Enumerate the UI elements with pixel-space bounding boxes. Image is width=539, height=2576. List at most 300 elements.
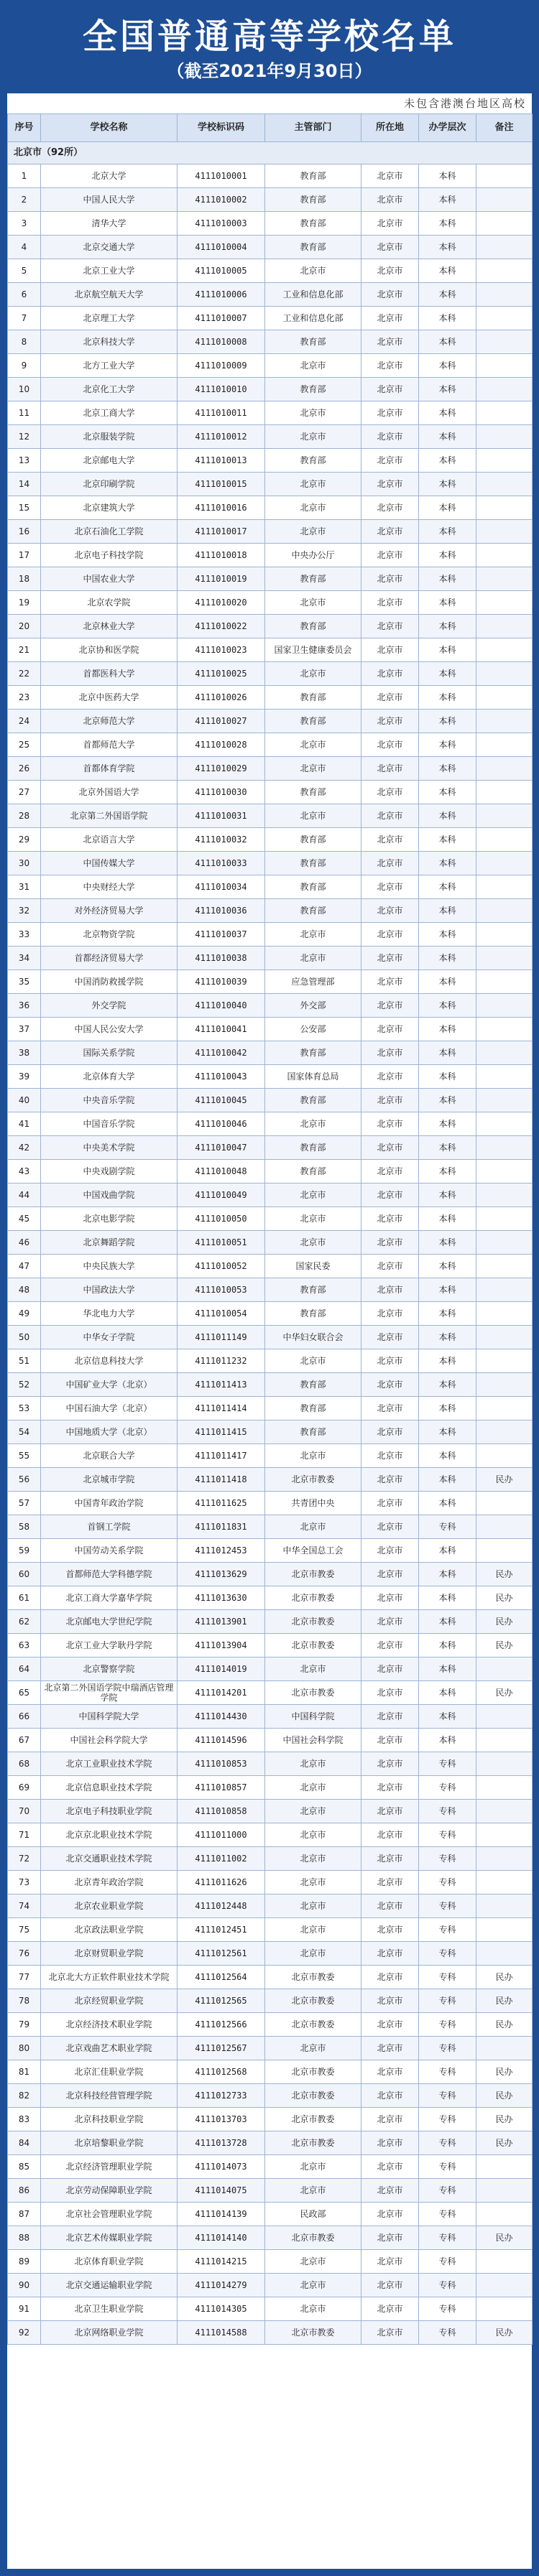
cell-department: 北京市教委 xyxy=(265,1681,361,1705)
table-row xyxy=(8,567,533,591)
cell-department: 北京市 xyxy=(265,1752,361,1776)
cell-index: 35 xyxy=(8,970,41,994)
cell-remark: 民办 xyxy=(476,2226,533,2250)
cell-school-code: 4111011232 xyxy=(178,1349,265,1373)
cell-level: 专科 xyxy=(419,1823,476,1847)
cell-school-name: 北京师范大学 xyxy=(41,710,178,733)
table-row xyxy=(8,1255,533,1278)
cell-level: 专科 xyxy=(419,1894,476,1918)
cell-index: 38 xyxy=(8,1041,41,1065)
cell-level: 本科 xyxy=(419,1255,476,1278)
cell-school-code: 4111014201 xyxy=(178,1681,265,1705)
cell-school-name: 北京化工大学 xyxy=(41,378,178,401)
cell-location: 北京市 xyxy=(361,1207,419,1231)
cell-location: 北京市 xyxy=(361,1847,419,1871)
cell-school-code: 4111010009 xyxy=(178,354,265,378)
cell-department: 北京市教委 xyxy=(265,2226,361,2250)
cell-department: 北京市 xyxy=(265,496,361,520)
cell-index: 59 xyxy=(8,1539,41,1563)
cell-level: 专科 xyxy=(419,1989,476,2013)
cell-location: 北京市 xyxy=(361,804,419,828)
cell-school-name: 北京语言大学 xyxy=(41,828,178,852)
cell-school-code: 4111010004 xyxy=(178,236,265,259)
cell-remark: 民办 xyxy=(476,2013,533,2037)
cell-school-name: 对外经济贸易大学 xyxy=(41,899,178,923)
table-row xyxy=(8,1918,533,1942)
cell-school-name: 中国矿业大学（北京） xyxy=(41,1373,178,1397)
cell-level: 专科 xyxy=(419,2155,476,2179)
cell-school-code: 4111010011 xyxy=(178,401,265,425)
cell-school-code: 4111012448 xyxy=(178,1894,265,1918)
table-row xyxy=(8,899,533,923)
cell-department: 北京市教委 xyxy=(265,2084,361,2108)
table-row xyxy=(8,2155,533,2179)
cell-school-name: 北京印刷学院 xyxy=(41,473,178,496)
cell-level: 本科 xyxy=(419,401,476,425)
cell-level: 本科 xyxy=(419,1492,476,1515)
cell-location: 北京市 xyxy=(361,2250,419,2274)
cell-location: 北京市 xyxy=(361,1136,419,1160)
cell-remark xyxy=(476,496,533,520)
cell-location: 北京市 xyxy=(361,1326,419,1349)
cell-location: 北京市 xyxy=(361,2226,419,2250)
cell-department: 北京市教委 xyxy=(265,1966,361,1989)
cell-remark: 民办 xyxy=(476,1586,533,1610)
cell-remark xyxy=(476,473,533,496)
cell-school-code: 4111010006 xyxy=(178,283,265,307)
cell-index: 23 xyxy=(8,686,41,710)
cell-location: 北京市 xyxy=(361,1634,419,1657)
cell-level: 本科 xyxy=(419,1705,476,1729)
cell-index: 84 xyxy=(8,2131,41,2155)
cell-location: 北京市 xyxy=(361,473,419,496)
cell-school-name: 中央音乐学院 xyxy=(41,1089,178,1112)
cell-remark xyxy=(476,212,533,236)
cell-location: 北京市 xyxy=(361,852,419,875)
cell-location: 北京市 xyxy=(361,401,419,425)
cell-index: 85 xyxy=(8,2155,41,2179)
cell-remark: 民办 xyxy=(476,1563,533,1586)
table-row xyxy=(8,1586,533,1610)
cell-remark xyxy=(476,1444,533,1468)
cell-location: 北京市 xyxy=(361,781,419,804)
cell-index: 7 xyxy=(8,307,41,330)
cell-school-name: 北京协和医学院 xyxy=(41,638,178,662)
cell-school-code: 4111010022 xyxy=(178,615,265,638)
table-row xyxy=(8,378,533,401)
cell-location: 北京市 xyxy=(361,1041,419,1065)
table-row xyxy=(8,1847,533,1871)
cell-remark xyxy=(476,1349,533,1373)
cell-index: 68 xyxy=(8,1752,41,1776)
cell-school-name: 首都医科大学 xyxy=(41,662,178,686)
cell-remark xyxy=(476,1420,533,1444)
cell-department: 教育部 xyxy=(265,449,361,473)
cell-school-code: 4111012564 xyxy=(178,1966,265,1989)
cell-school-code: 4111010016 xyxy=(178,496,265,520)
cell-school-name: 北京警察学院 xyxy=(41,1657,178,1681)
cell-location: 北京市 xyxy=(361,164,419,188)
cell-school-name: 中央财经大学 xyxy=(41,875,178,899)
table-row xyxy=(8,307,533,330)
cell-school-code: 4111014215 xyxy=(178,2250,265,2274)
cell-school-name: 北京政法职业学院 xyxy=(41,1918,178,1942)
cell-department: 工业和信息化部 xyxy=(265,307,361,330)
cell-department: 北京市 xyxy=(265,425,361,449)
cell-school-name: 北京邮电大学世纪学院 xyxy=(41,1610,178,1634)
cell-department: 北京市 xyxy=(265,923,361,947)
cell-school-code: 4111011002 xyxy=(178,1847,265,1871)
table-row xyxy=(8,1326,533,1349)
cell-level: 本科 xyxy=(419,686,476,710)
table-row xyxy=(8,2084,533,2108)
cell-location: 北京市 xyxy=(361,2037,419,2060)
cell-department: 北京市教委 xyxy=(265,1634,361,1657)
table-row xyxy=(8,2060,533,2084)
cell-remark xyxy=(476,781,533,804)
cell-department: 教育部 xyxy=(265,615,361,638)
cell-department: 北京市 xyxy=(265,1231,361,1255)
cell-index: 52 xyxy=(8,1373,41,1397)
cell-level: 本科 xyxy=(419,947,476,970)
cell-school-code: 4111012733 xyxy=(178,2084,265,2108)
cell-school-code: 4111010030 xyxy=(178,781,265,804)
cell-school-code: 4111010007 xyxy=(178,307,265,330)
cell-index: 25 xyxy=(8,733,41,757)
cell-school-code: 4111012451 xyxy=(178,1918,265,1942)
cell-location: 北京市 xyxy=(361,1231,419,1255)
cell-school-code: 4111012565 xyxy=(178,1989,265,2013)
table-row xyxy=(8,2037,533,2060)
cell-level: 本科 xyxy=(419,733,476,757)
cell-remark xyxy=(476,615,533,638)
cell-remark xyxy=(476,544,533,567)
cell-location: 北京市 xyxy=(361,1966,419,1989)
cell-remark xyxy=(476,1752,533,1776)
cell-level: 本科 xyxy=(419,1041,476,1065)
cell-remark xyxy=(476,354,533,378)
cell-level: 本科 xyxy=(419,164,476,188)
cell-school-code: 4111011414 xyxy=(178,1397,265,1420)
table-row xyxy=(8,1207,533,1231)
cell-level: 本科 xyxy=(419,1586,476,1610)
cell-school-code: 4111010023 xyxy=(178,638,265,662)
cell-location: 北京市 xyxy=(361,686,419,710)
table-row xyxy=(8,544,533,567)
cell-location: 北京市 xyxy=(361,1989,419,2013)
column-header-code: 学校标识码 xyxy=(178,114,265,142)
cell-level: 本科 xyxy=(419,1089,476,1112)
table-row xyxy=(8,520,533,544)
cell-level: 本科 xyxy=(419,520,476,544)
cell-level: 本科 xyxy=(419,1326,476,1349)
cell-department: 北京市 xyxy=(265,591,361,615)
cell-index: 1 xyxy=(8,164,41,188)
cell-school-name: 中国石油大学（北京） xyxy=(41,1397,178,1420)
cell-index: 5 xyxy=(8,259,41,283)
cell-index: 16 xyxy=(8,520,41,544)
cell-location: 北京市 xyxy=(361,710,419,733)
cell-department: 教育部 xyxy=(265,1041,361,1065)
cell-index: 54 xyxy=(8,1420,41,1444)
cell-school-code: 4111013629 xyxy=(178,1563,265,1586)
column-header-department: 主管部门 xyxy=(265,114,361,142)
cell-school-code: 4111014139 xyxy=(178,2203,265,2226)
cell-remark xyxy=(476,1255,533,1278)
cell-index: 57 xyxy=(8,1492,41,1515)
cell-index: 2 xyxy=(8,188,41,212)
cell-remark xyxy=(476,1160,533,1184)
region-label: 北京市（92所） xyxy=(8,142,533,164)
cell-index: 89 xyxy=(8,2250,41,2274)
cell-index: 82 xyxy=(8,2084,41,2108)
cell-level: 本科 xyxy=(419,425,476,449)
cell-department: 北京市 xyxy=(265,401,361,425)
cell-school-name: 北京工业大学 xyxy=(41,259,178,283)
cell-school-name: 中国政法大学 xyxy=(41,1278,178,1302)
cell-department: 教育部 xyxy=(265,875,361,899)
cell-school-code: 4111014140 xyxy=(178,2226,265,2250)
cell-level: 专科 xyxy=(419,1515,476,1539)
cell-school-code: 4111014305 xyxy=(178,2297,265,2321)
table-row xyxy=(8,425,533,449)
cell-school-name: 北京经济技术职业学院 xyxy=(41,2013,178,2037)
cell-department: 北京市教委 xyxy=(265,2013,361,2037)
cell-department: 教育部 xyxy=(265,330,361,354)
cell-location: 北京市 xyxy=(361,259,419,283)
cell-school-code: 4111010040 xyxy=(178,994,265,1018)
cell-department: 教育部 xyxy=(265,236,361,259)
cell-department: 北京市教委 xyxy=(265,2108,361,2131)
cell-remark xyxy=(476,1847,533,1871)
cell-school-code: 4111010017 xyxy=(178,520,265,544)
cell-location: 北京市 xyxy=(361,2274,419,2297)
cell-remark xyxy=(476,1823,533,1847)
cell-school-name: 北京戏曲艺术职业学院 xyxy=(41,2037,178,2060)
cell-index: 24 xyxy=(8,710,41,733)
cell-location: 北京市 xyxy=(361,2131,419,2155)
cell-school-code: 4111010857 xyxy=(178,1776,265,1800)
table-row xyxy=(8,1871,533,1894)
cell-remark xyxy=(476,733,533,757)
cell-location: 北京市 xyxy=(361,1729,419,1752)
cell-school-name: 北京交通运输职业学院 xyxy=(41,2274,178,2297)
cell-school-name: 中国农业大学 xyxy=(41,567,178,591)
cell-school-code: 4111012568 xyxy=(178,2060,265,2084)
cell-level: 专科 xyxy=(419,1847,476,1871)
cell-index: 42 xyxy=(8,1136,41,1160)
cell-index: 73 xyxy=(8,1871,41,1894)
cell-department: 北京市 xyxy=(265,1112,361,1136)
cell-index: 50 xyxy=(8,1326,41,1349)
cell-location: 北京市 xyxy=(361,1705,419,1729)
cell-school-name: 北京联合大学 xyxy=(41,1444,178,1468)
cell-location: 北京市 xyxy=(361,2203,419,2226)
cell-level: 本科 xyxy=(419,1539,476,1563)
cell-department: 中国科学院 xyxy=(265,1705,361,1729)
cell-department: 北京市 xyxy=(265,1823,361,1847)
cell-school-name: 中国地质大学（北京） xyxy=(41,1420,178,1444)
cell-index: 36 xyxy=(8,994,41,1018)
cell-level: 本科 xyxy=(419,449,476,473)
cell-school-code: 4111011418 xyxy=(178,1468,265,1492)
cell-remark xyxy=(476,828,533,852)
cell-school-name: 北京邮电大学 xyxy=(41,449,178,473)
cell-location: 北京市 xyxy=(361,1420,419,1444)
cell-level: 本科 xyxy=(419,1397,476,1420)
cell-school-name: 北京青年政治学院 xyxy=(41,1871,178,1894)
cell-remark xyxy=(476,1041,533,1065)
cell-level: 专科 xyxy=(419,2203,476,2226)
cell-index: 21 xyxy=(8,638,41,662)
cell-school-name: 北京外国语大学 xyxy=(41,781,178,804)
cell-remark xyxy=(476,1397,533,1420)
cell-remark xyxy=(476,1515,533,1539)
cell-level: 专科 xyxy=(419,1776,476,1800)
cell-department: 教育部 xyxy=(265,1278,361,1302)
cell-location: 北京市 xyxy=(361,378,419,401)
column-header-location: 所在地 xyxy=(361,114,419,142)
cell-index: 90 xyxy=(8,2274,41,2297)
cell-school-code: 4111014596 xyxy=(178,1729,265,1752)
cell-level: 本科 xyxy=(419,1468,476,1492)
cell-level: 专科 xyxy=(419,2060,476,2084)
table-row xyxy=(8,496,533,520)
table-row xyxy=(8,1681,533,1705)
cell-school-name: 北京农业职业学院 xyxy=(41,1894,178,1918)
cell-school-name: 北京工商大学嘉华学院 xyxy=(41,1586,178,1610)
cell-department: 国家卫生健康委员会 xyxy=(265,638,361,662)
cell-index: 65 xyxy=(8,1681,41,1705)
cell-school-name: 北京科技大学 xyxy=(41,330,178,354)
cell-remark: 民办 xyxy=(476,1610,533,1634)
table-row xyxy=(8,2250,533,2274)
cell-location: 北京市 xyxy=(361,2321,419,2345)
cell-department: 北京市 xyxy=(265,259,361,283)
cell-remark xyxy=(476,283,533,307)
cell-department: 北京市 xyxy=(265,2297,361,2321)
cell-level: 本科 xyxy=(419,1207,476,1231)
cell-school-name: 中国传媒大学 xyxy=(41,852,178,875)
cell-index: 72 xyxy=(8,1847,41,1871)
cell-school-name: 北京石油化工学院 xyxy=(41,520,178,544)
cell-school-code: 4111012453 xyxy=(178,1539,265,1563)
cell-location: 北京市 xyxy=(361,638,419,662)
cell-department: 北京市 xyxy=(265,1847,361,1871)
cell-school-code: 4111014019 xyxy=(178,1657,265,1681)
cell-remark xyxy=(476,804,533,828)
cell-school-code: 4111013901 xyxy=(178,1610,265,1634)
cell-department: 教育部 xyxy=(265,828,361,852)
cell-location: 北京市 xyxy=(361,425,419,449)
cell-school-code: 4111010031 xyxy=(178,804,265,828)
cell-school-code: 4111010042 xyxy=(178,1041,265,1065)
cell-remark xyxy=(476,1657,533,1681)
cell-department: 北京市 xyxy=(265,1207,361,1231)
cell-location: 北京市 xyxy=(361,970,419,994)
cell-school-code: 4111013703 xyxy=(178,2108,265,2131)
cell-remark xyxy=(476,1184,533,1207)
table-row xyxy=(8,804,533,828)
cell-department: 北京市教委 xyxy=(265,1586,361,1610)
cell-school-code: 4111010038 xyxy=(178,947,265,970)
cell-level: 专科 xyxy=(419,2226,476,2250)
cell-index: 44 xyxy=(8,1184,41,1207)
cell-level: 本科 xyxy=(419,923,476,947)
cell-index: 69 xyxy=(8,1776,41,1800)
cell-index: 8 xyxy=(8,330,41,354)
cell-department: 北京市 xyxy=(265,473,361,496)
cell-index: 20 xyxy=(8,615,41,638)
cell-department: 国家体育总局 xyxy=(265,1065,361,1089)
cell-school-name: 中国社会科学院大学 xyxy=(41,1729,178,1752)
cell-school-code: 4111010043 xyxy=(178,1065,265,1089)
cell-index: 3 xyxy=(8,212,41,236)
cell-level: 本科 xyxy=(419,591,476,615)
cell-location: 北京市 xyxy=(361,662,419,686)
cell-index: 4 xyxy=(8,236,41,259)
cell-school-name: 北京大学 xyxy=(41,164,178,188)
cell-school-code: 4111014073 xyxy=(178,2155,265,2179)
table-row xyxy=(8,1657,533,1681)
cell-school-code: 4111011626 xyxy=(178,1871,265,1894)
cell-school-code: 4111010053 xyxy=(178,1278,265,1302)
cell-department: 教育部 xyxy=(265,164,361,188)
column-header-remark: 备注 xyxy=(476,114,533,142)
table-row xyxy=(8,354,533,378)
cell-school-name: 中国人民公安大学 xyxy=(41,1018,178,1041)
cell-remark xyxy=(476,1089,533,1112)
cell-school-name: 中央民族大学 xyxy=(41,1255,178,1278)
cell-level: 本科 xyxy=(419,1018,476,1041)
cell-index: 30 xyxy=(8,852,41,875)
cell-school-name: 北京工业大学耿丹学院 xyxy=(41,1634,178,1657)
cell-index: 19 xyxy=(8,591,41,615)
cell-remark xyxy=(476,520,533,544)
cell-level: 本科 xyxy=(419,236,476,259)
cell-school-code: 4111010027 xyxy=(178,710,265,733)
cell-index: 13 xyxy=(8,449,41,473)
cell-remark xyxy=(476,710,533,733)
cell-level: 本科 xyxy=(419,899,476,923)
cell-school-name: 中国音乐学院 xyxy=(41,1112,178,1136)
cell-remark: 民办 xyxy=(476,2060,533,2084)
cell-school-code: 4111014279 xyxy=(178,2274,265,2297)
cell-department: 北京市 xyxy=(265,1894,361,1918)
cell-school-name: 北京第二外国语学院中瑞酒店管理学院 xyxy=(41,1681,178,1705)
cell-level: 本科 xyxy=(419,1160,476,1184)
cell-school-code: 4111010005 xyxy=(178,259,265,283)
cell-level: 本科 xyxy=(419,662,476,686)
cell-level: 本科 xyxy=(419,828,476,852)
cell-school-name: 中央美术学院 xyxy=(41,1136,178,1160)
cell-department: 北京市 xyxy=(265,1349,361,1373)
column-header-level: 办学层次 xyxy=(419,114,476,142)
cell-department: 教育部 xyxy=(265,1302,361,1326)
table-row xyxy=(8,615,533,638)
table-row xyxy=(8,947,533,970)
cell-school-name: 首都师范大学科德学院 xyxy=(41,1563,178,1586)
cell-school-name: 北京舞蹈学院 xyxy=(41,1231,178,1255)
cell-department: 北京市 xyxy=(265,1444,361,1468)
cell-school-code: 4111010015 xyxy=(178,473,265,496)
cell-level: 专科 xyxy=(419,2013,476,2037)
cell-department: 公安部 xyxy=(265,1018,361,1041)
cell-department: 教育部 xyxy=(265,378,361,401)
cell-remark xyxy=(476,662,533,686)
cell-location: 北京市 xyxy=(361,1942,419,1966)
cell-school-name: 北京工商大学 xyxy=(41,401,178,425)
